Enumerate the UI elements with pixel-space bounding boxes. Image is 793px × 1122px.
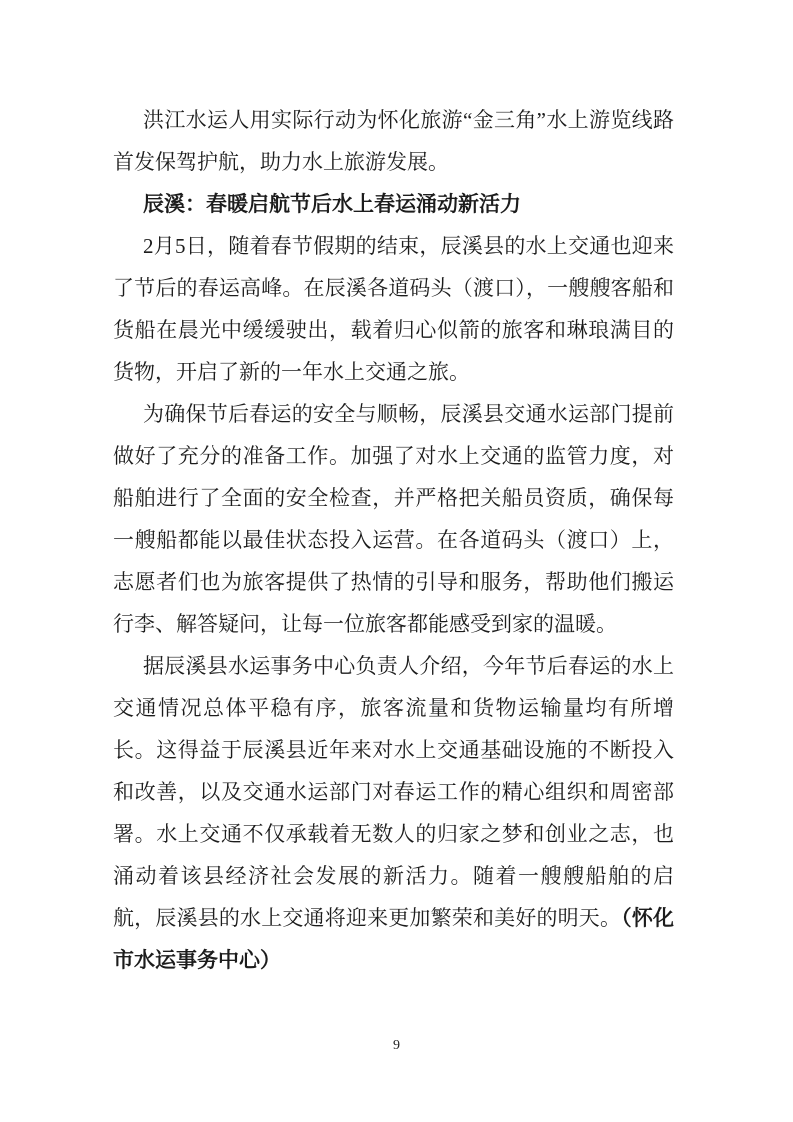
paragraph-summary-text: 据辰溪县水运事务中心负责人介绍，今年节后春运的水上交通情况总体平稳有序，旅客流量和货物运输量均有所增长。这得益于辰溪县近年来对水上交通基础设施的不断投入和改善，以及交通水运部门对春运工作的精心组织和周密部署。水上交通不仅承载着无数人的归家之梦和创业之志，也涌动着该县经济社会发展的新活力。随着一艘艘船舶的启航，辰溪县的水上交通将迎来更加繁荣和美好的明天。	[113, 654, 674, 930]
article-body	[113, 99, 674, 981]
source-attribution: （怀化市水运事务中心）	[113, 906, 675, 972]
paragraph-summary-with-source	[113, 645, 674, 981]
paragraph-hongjiang-intro: 洪江水运人用实际行动为怀化旅游“金三角”水上游览线路首发保驾护航，助力水上旅游发展。	[113, 108, 674, 174]
paragraph-safety-preparation: 为确保节后春运的安全与顺畅，辰溪县交通水运部门提前做好了充分的准备工作。加强了对水上交通的监管力度，对船舶进行了全面的安全检查，并严格把关船员资质，确保每一艘船都能以最佳状态投入运营。在各道码头（渡口）上，志愿者们也为旅客提供了热情的引导和服务，帮助他们搬运行李、解答疑问，让每一位旅客都能感受到家的温暖。	[113, 402, 674, 636]
page-footer	[0, 1036, 793, 1055]
paragraph-spring-festival-travel: 2月5日，随着春节假期的结束，辰溪县的水上交通也迎来了节后的春运高峰。在辰溪各道码头（渡口），一艘艘客船和货船在晨光中缓缓驶出，载着归心似箭的旅客和琳琅满目的货物，开启了新的一年水上交通之旅。	[113, 234, 674, 384]
section-heading-chenxi: 辰溪：春暖启航节后水上春运涌动新活力	[143, 192, 521, 216]
page-number: 9	[393, 1038, 400, 1053]
